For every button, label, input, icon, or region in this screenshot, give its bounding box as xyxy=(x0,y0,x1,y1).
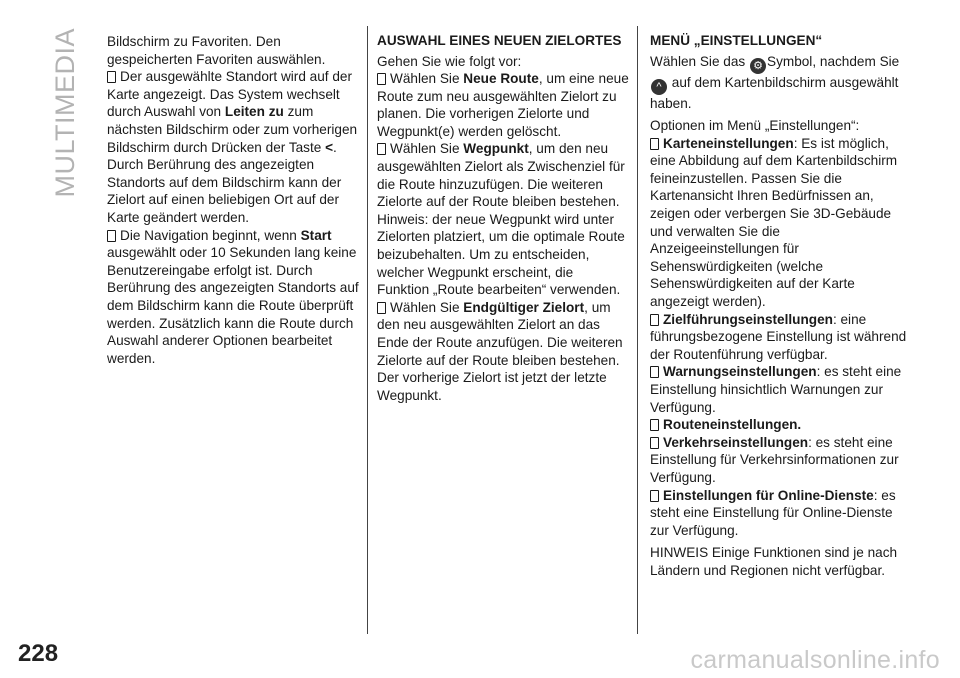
column-2 xyxy=(377,33,629,404)
chevron-up-icon: ^ xyxy=(651,79,667,95)
list-item: Verkehrseinstellungen: es steht eine Einstellung für Verkehrsinformationen zur Verfügung. xyxy=(650,434,899,485)
checkbox-bullet-icon xyxy=(107,230,116,242)
watermark: carmanualsonline.info xyxy=(690,646,940,674)
section-side-label: MULTIMEDIA xyxy=(50,28,80,198)
list-item: Wählen Sie Wegpunkt, um den neu ausgewählten Zielort als Zwischenziel für die Route hinzuzufügen. Die weiteren Zielorte auf der Route bleiben bestehen. Hinweis: der neue Wegpunkt wird unter Zielorten platziert, um die optimale Route beizubehalten. Um zu entscheiden, welcher Wegpunkt erscheint, die Funktion „Route bearbeiten“ verwenden. xyxy=(377,141,625,298)
list-item: Routeneinstellungen. xyxy=(650,416,912,434)
checkbox-bullet-icon xyxy=(377,302,386,314)
checkbox-bullet-icon xyxy=(650,366,659,378)
gear-icon: ⚙ xyxy=(750,58,766,74)
checkbox-bullet-icon xyxy=(377,73,386,85)
checkbox-bullet-icon xyxy=(107,71,116,83)
column-divider-2 xyxy=(637,26,638,634)
column-3 xyxy=(650,33,912,580)
paragraph: Gehen Sie wie folgt vor: xyxy=(377,53,522,69)
checkbox-bullet-icon xyxy=(650,314,659,326)
list-item: Zielführungseinstellungen: eine führungsbezogene Einstellung ist während der Routenführung verfügbar. xyxy=(650,311,907,362)
checkbox-bullet-icon xyxy=(650,490,659,502)
column-1 xyxy=(107,33,359,367)
paragraph: Optionen im Menü „Einstellungen“: xyxy=(650,118,860,134)
list-item: Der ausgewählte Standort wird auf der Karte angezeigt. Das System wechselt durch Auswahl von Leiten zu zum nächsten Bildschirm oder zum vorherigen Bildschirm durch Drücken der Taste <. Durch Berührung des angezeigten Standorts auf dem Bildschirm kann der Zielort auf einen beliebigen Ort auf der Karte geändert werden. xyxy=(107,69,358,225)
list-item: Die Navigation beginnt, wenn Start ausgewählt oder 10 Sekunden lang keine Benutzereingabe erfolgt ist. Durch Berührung des angezeigten Standorts auf dem Bildschirm kann die Route überprüft werden. Zusätzlich kann die Route durch Auswahl anderer Optionen bearbeitet werden. xyxy=(107,227,359,366)
checkbox-bullet-icon xyxy=(377,143,386,155)
list-item: Karteneinstellungen: Es ist möglich, eine Abbildung auf dem Kartenbildschirm feineinzustellen. Passen Sie die Kartenansicht Ihren Bedürfnissen an, zeigen oder verbergen Sie 3D-Gebäude und verwalten Sie die Anzeigeeinstellungen für Sehenswürdigkeiten (welche Sehenswürdigkeiten auf der Karte angezeigt werden). xyxy=(650,135,898,310)
checkbox-bullet-icon xyxy=(650,419,659,431)
note: HINWEIS Einige Funktionen sind je nach Ländern und Regionen nicht verfügbar. xyxy=(650,545,898,578)
paragraph: Bildschirm zu Favoriten. Den gespeicherten Favoriten auswählen. xyxy=(107,34,326,67)
checkbox-bullet-icon xyxy=(650,138,659,150)
paragraph: Wählen Sie das ⚙ Symbol, nachdem Sie ^ auf dem Kartenbildschirm ausgewählt haben. xyxy=(650,53,900,111)
page-number: 228 xyxy=(18,640,59,667)
list-item: Wählen Sie Neue Route, um eine neue Route zum neu ausgewählten Zielort zu planen. Die vorherigen Zielorte und Wegpunkt(e) werden gelöscht. xyxy=(377,71,629,139)
list-item: Wählen Sie Endgültiger Zielort, um den neu ausgewählten Zielort an das Ende der Route anzufügen. Die weiteren Zielorte auf der Route bleiben bestehen. Der vorherige Zielort ist jetzt der letzte Wegpunkt. xyxy=(377,299,623,403)
column-divider-1 xyxy=(367,26,368,634)
list-item: Einstellungen für Online-Dienste: es steht eine Einstellung für Online-Dienste zur Verfügung. xyxy=(650,487,896,538)
checkbox-bullet-icon xyxy=(650,437,659,449)
section-heading: AUSWAHL EINES NEUEN ZIELORTES xyxy=(377,33,622,48)
list-item: Warnungseinstellungen: es steht eine Einstellung hinsichtlich Warnungen zur Verfügung. xyxy=(650,364,902,415)
section-heading: MENÜ „EINSTELLUNGEN“ xyxy=(650,33,823,48)
